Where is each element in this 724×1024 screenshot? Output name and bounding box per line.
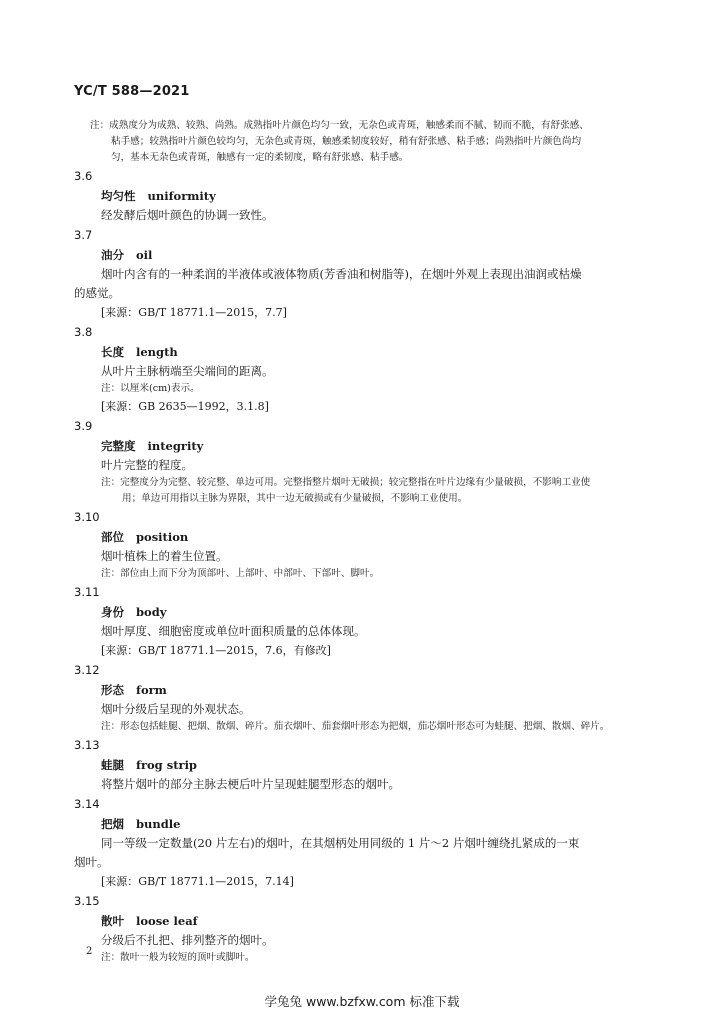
term-definition-cont: 的感觉。 (74, 286, 120, 300)
term-en: oil (136, 248, 153, 262)
term-definition-cont: 烟叶。 (74, 855, 109, 869)
term-zh: 散叶 (101, 914, 124, 928)
term-source: [来源：GB 2635—1992，3.1.8] (101, 400, 269, 413)
term-number: 3.6 (74, 169, 93, 183)
term-definition: 将整片烟叶的部分主脉去梗后叶片呈现蛙腿型形态的烟叶。 (101, 777, 400, 791)
term-zh: 身份 (101, 605, 124, 619)
term-en: body (136, 605, 167, 619)
term-title (101, 814, 724, 834)
term-en: position (136, 530, 189, 544)
term-frog-strip (0, 735, 724, 794)
term-title (101, 680, 724, 700)
document-header: YC/T 588—2021 (74, 84, 190, 99)
term-title (101, 342, 724, 362)
term-definition: 烟叶内含有的一种柔润的半液体或液体物质(芳香油和树脂等)，在烟叶外观上表现出油润或枯燥 (101, 267, 582, 281)
term-number: 3.9 (74, 419, 93, 433)
page-body (0, 118, 724, 966)
term-definition: 经发酵后烟叶颜色的协调一致性。 (101, 208, 274, 222)
note-line: 粘手感；较熟指叶片颜色较均匀，无杂色或青斑，触感柔韧度较好，稍有舒张感、粘手感；尚熟指叶片颜色尚均 (111, 136, 582, 147)
term-definition: 从叶片主脉柄端至尖端间的距离。 (101, 364, 274, 378)
term-note: 注：部位由上而下分为顶部叶、上部叶、中部叶、下部叶、脚叶。 (101, 568, 380, 579)
term-definition: 烟叶厚度、细胞密度或单位叶面积质量的总体体现。 (101, 624, 366, 638)
term-zh: 油分 (101, 248, 124, 262)
term-loose-leaf (0, 891, 724, 966)
term-source: [来源：GB/T 18771.1—2015，7.6，有修改] (101, 644, 331, 657)
term-en: loose leaf (136, 914, 198, 928)
term-number: 3.12 (74, 663, 100, 677)
term-zh: 蛙腿 (101, 758, 124, 772)
term-title (101, 245, 724, 265)
term-zh: 均匀性 (101, 189, 136, 203)
term-en: form (136, 683, 167, 697)
term-note: 注：完整度分为完整、较完整、单边可用。完整指整片烟叶无破损；较完整指在叶片边缘有少量破损，不影响工业使 (101, 477, 591, 488)
term-title (101, 186, 724, 206)
term-source: [来源：GB/T 18771.1—2015，7.7] (101, 306, 287, 319)
watermark-footer: 学兔兔 www.bzfxw.com 标准下载 (264, 994, 460, 1009)
term-note-cont: 用；单边可用指以主脉为界限，其中一边无破损或有少量破损，不影响工业使用。 (122, 493, 468, 504)
term-form (0, 660, 724, 735)
term-oil (0, 225, 724, 322)
term-number: 3.11 (74, 585, 100, 599)
term-title (101, 911, 724, 931)
term-zh: 形态 (101, 683, 124, 697)
term-length (0, 322, 724, 416)
term-definition: 分级后不扎把、排列整齐的烟叶。 (101, 933, 274, 947)
term-definition: 同一等级一定数量(20 片左右)的烟叶，在其烟柄处用同级的 1 片～2 片烟叶缠绕扎紧成的一束 (101, 836, 580, 850)
term-position (0, 507, 724, 582)
term-en: integrity (147, 439, 204, 453)
term-uniformity (0, 166, 724, 225)
note-line: 注：成熟度分为成熟、较熟、尚熟。成熟指叶片颜色均匀一致，无杂色或青斑，触感柔而不腻、韧而不脆，有舒张感、 (90, 120, 589, 131)
term-bundle (0, 794, 724, 891)
term-zh: 把烟 (101, 817, 124, 831)
term-title (101, 527, 724, 547)
page-number: 2 (86, 946, 93, 957)
term-en: length (136, 345, 178, 359)
term-note: 注：散叶一般为较短的顶叶或脚叶。 (101, 952, 255, 963)
term-source: [来源：GB/T 18771.1—2015，7.14] (101, 875, 294, 888)
term-en: frog strip (136, 758, 197, 772)
term-zh: 部位 (101, 530, 124, 544)
term-en: bundle (136, 817, 181, 831)
term-zh: 长度 (101, 345, 124, 359)
term-title (101, 436, 724, 456)
term-title (101, 755, 724, 775)
term-note: 注：形态包括蛙腿、把烟、散烟、碎片。茄衣烟叶、茄套烟叶形态为把烟，茄芯烟叶形态可为蛙腿、把烟、散烟、碎片。 (101, 721, 610, 732)
term-definition: 烟叶植株上的着生位置。 (101, 549, 228, 563)
term-title (101, 602, 724, 622)
term-definition: 叶片完整的程度。 (101, 458, 193, 472)
term-zh: 完整度 (101, 439, 136, 453)
term-number: 3.15 (74, 894, 100, 908)
term-en: uniformity (147, 189, 216, 203)
term-number: 3.7 (74, 228, 93, 242)
term-number: 3.14 (74, 797, 100, 811)
maturity-note (90, 118, 650, 166)
term-note: 注：以厘米(cm)表示。 (101, 383, 200, 394)
term-number: 3.8 (74, 325, 93, 339)
term-number: 3.13 (74, 738, 100, 752)
note-line: 匀，基本无杂色或青斑，触感有一定的柔韧度，略有舒张感、粘手感。 (111, 152, 409, 163)
term-definition: 烟叶分级后呈现的外观状态。 (101, 702, 251, 716)
term-integrity (0, 416, 724, 507)
term-number: 3.10 (74, 510, 100, 524)
term-body (0, 582, 724, 660)
